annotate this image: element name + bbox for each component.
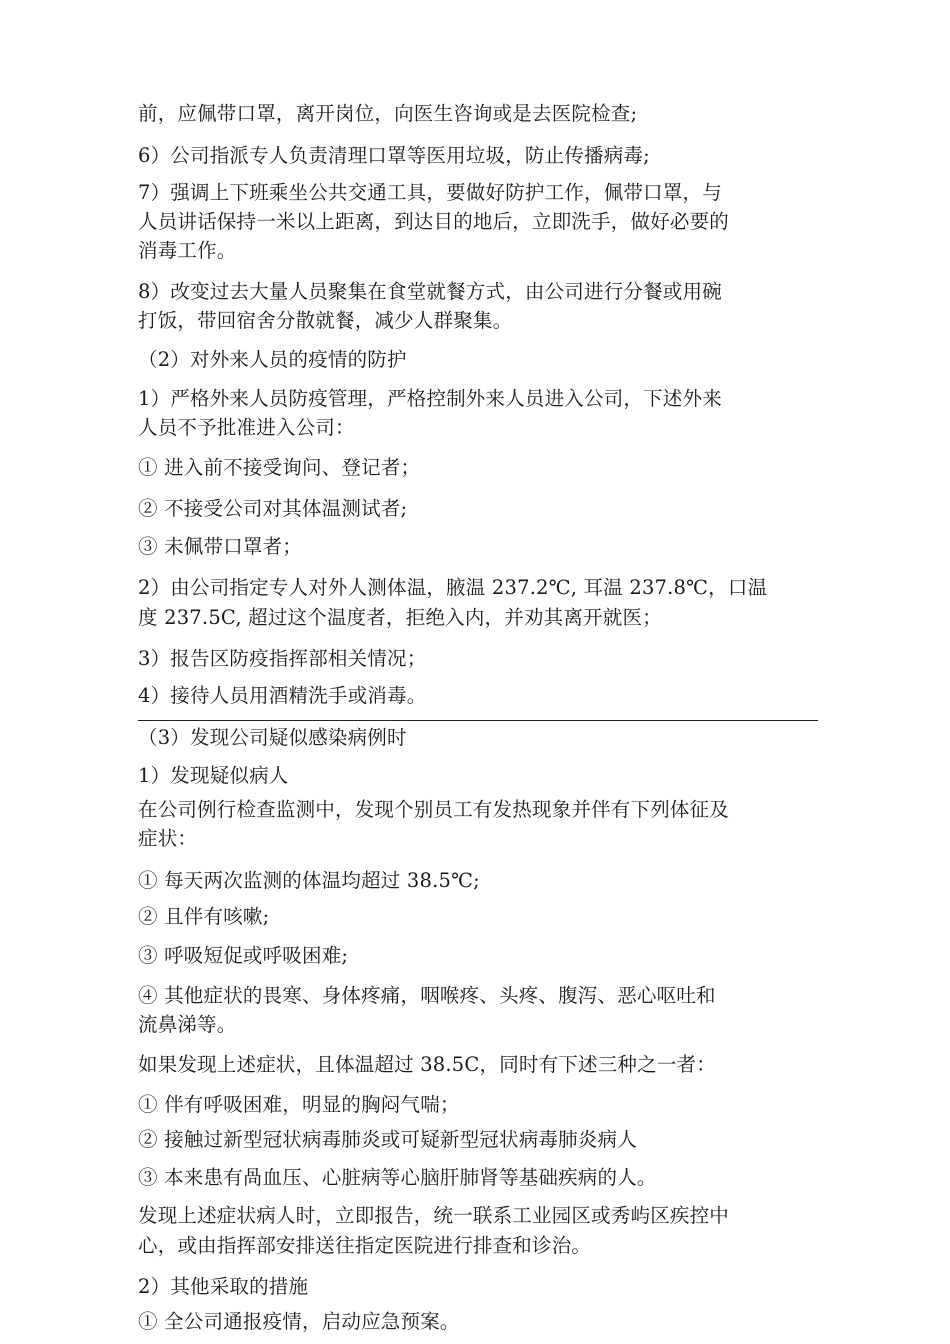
text-line: 6）公司指派专人负责清理口罩等医用垃圾，防止传播病毒;	[138, 144, 650, 167]
text-line: 度 237.5C, 超过这个温度者，拒绝入内，并劝其离开就医；	[138, 606, 662, 629]
text-line: 7）强调上下班乘坐公共交通工具，要做好防护工作，佩带口罩，与	[138, 181, 722, 204]
list-item: ① 全公司通报疫情，启动应急预案。	[138, 1310, 460, 1333]
list-item: ② 接触过新型冠状病毒肺炎或可疑新型冠状病毒肺炎病人	[138, 1128, 637, 1151]
text-line: 打饭，带回宿舍分散就餐，减少人群聚集。	[138, 309, 513, 332]
text-line: 3）报告区防疫指挥部相关情况；	[138, 647, 427, 670]
list-item: ③ 本来患有咼血压、心脏病等心脑肝肺肾等基础疾病的人。	[138, 1166, 657, 1189]
text-line: 1）发现疑似病人	[138, 764, 289, 787]
section-heading: （3）发现公司疑似感染病例时	[138, 726, 407, 749]
text-line: 2）由公司指定专人对外人测体温，腋温 237.2℃, 耳温 237.8℃，口温	[138, 576, 768, 599]
list-item: ① 每天两次监测的体温均超过 38.5℃;	[138, 869, 480, 892]
text-line: 在公司例行检查监测中，发现个别员工有发热现象并伴有下列体征及	[138, 798, 730, 821]
list-item: ② 且伴有咳嗽;	[138, 905, 270, 928]
text-line: 1）严格外来人员防疫管理，严格控制外来人员进入公司，下述外来	[138, 387, 722, 410]
section-heading: （2）对外来人员的疫情的防护	[138, 348, 407, 371]
text-line: 前，应佩带口罩，离开岗位，向医生咨询或是去医院检查;	[138, 102, 638, 125]
list-item: ③ 未佩带口罩者；	[138, 535, 302, 558]
text-line: 发现上述症状病人时，立即报告，统一联系工业园区或秀屿区疾控中	[138, 1204, 730, 1227]
list-item: ② 不接受公司对其体温测试者;	[138, 497, 408, 520]
list-item: ④ 其他症状的畏寒、身体疼痛，咽喉疼、头疼、腹泻、恶心呕吐和	[138, 984, 716, 1007]
text-line: 8）改变过去大量人员聚集在食堂就餐方式，由公司进行分餐或用碗	[138, 280, 722, 303]
text-line: 心，或由指挥部安排送往指定医院进行排查和诊治。	[138, 1234, 592, 1257]
text-line: 如果发现上述症状，且体温超过 38.5C，同时有下述三种之一者：	[138, 1053, 716, 1076]
text-line: 4）接待人员用酒精洗手或消毒。	[138, 684, 427, 707]
text-line: 人员讲话保持一米以上距离，到达目的地后，立即洗手，做好必要的	[138, 210, 730, 233]
list-item: ① 进入前不接受询问、登记者；	[138, 456, 421, 479]
text-line: 症状：	[138, 827, 198, 850]
list-item: ③ 呼吸短促或呼吸困难;	[138, 944, 349, 967]
text-line: 人员不予批准进入公司：	[138, 416, 355, 439]
list-item: ① 伴有呼吸困难，明显的胸闷气喘；	[138, 1093, 460, 1116]
text-line: 2）其他采取的措施	[138, 1275, 309, 1298]
text-line: 流鼻涕等。	[138, 1013, 237, 1036]
document-page	[138, 0, 820, 1344]
horizontal-rule	[138, 720, 818, 721]
text-line: 消毒工作。	[138, 239, 237, 262]
